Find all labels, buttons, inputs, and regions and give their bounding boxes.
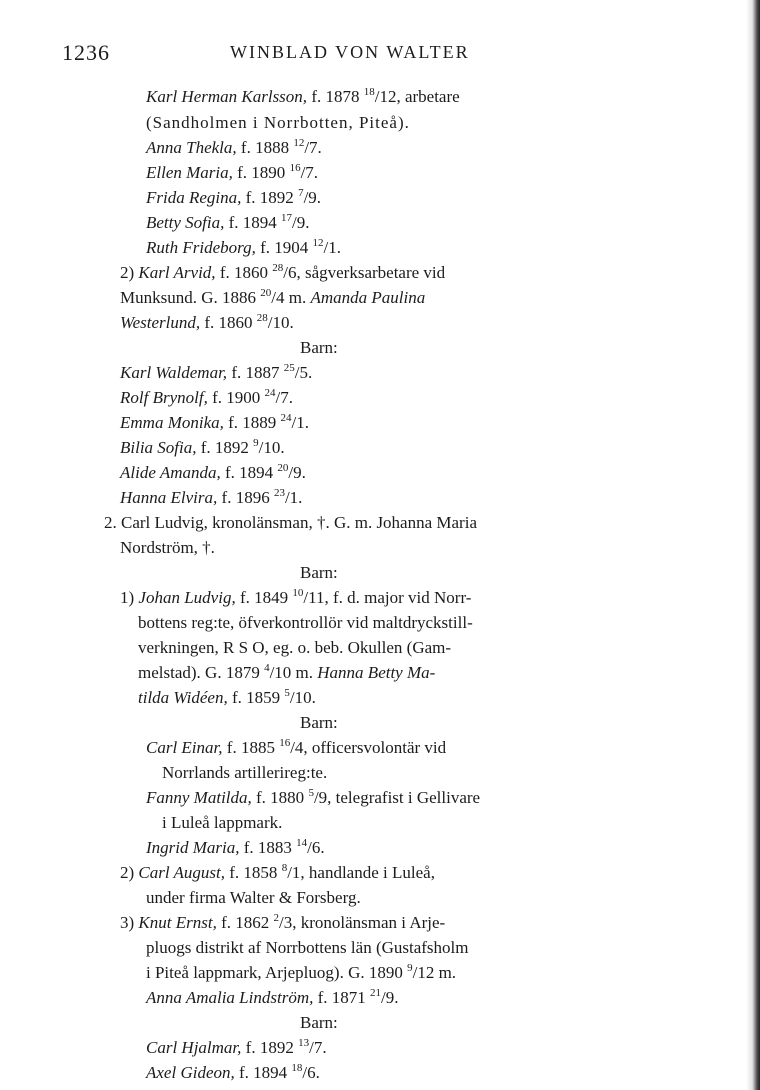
- day-superscript: 23: [273, 487, 285, 499]
- text-segment: f. 1849: [235, 588, 293, 607]
- person-name: Alide Amanda,: [120, 463, 221, 482]
- text-line: [162, 762, 327, 784]
- text-line: [146, 162, 318, 184]
- day-superscript: 16: [279, 737, 291, 749]
- day-superscript: 28: [256, 312, 268, 324]
- text-line: [300, 712, 338, 734]
- person-name: Fanny Matilda,: [146, 788, 252, 807]
- text-segment: 2. Carl Ludvig, kronolänsman, †. G. m. Johanna Maria: [104, 513, 477, 532]
- day-superscript: 24: [280, 412, 292, 424]
- text-segment: f. 1871: [313, 988, 371, 1007]
- day-superscript: 17: [281, 212, 293, 224]
- text-line: [120, 487, 302, 509]
- day-superscript: 4: [264, 662, 270, 674]
- text-segment: f. 1900: [207, 388, 265, 407]
- day-superscript: 9: [407, 962, 413, 974]
- person-name: Emma Monika,: [120, 413, 224, 432]
- page-number: 1236: [62, 40, 110, 65]
- text-segment: f. 1887: [227, 363, 284, 382]
- text-line: [300, 337, 338, 359]
- text-segment: /10 m.: [269, 663, 318, 682]
- day-superscript: 25: [283, 362, 295, 374]
- text-segment: f. 1880: [251, 788, 309, 807]
- day-superscript: 12: [293, 137, 305, 149]
- person-name: Frida Regina,: [146, 188, 242, 207]
- text-line: [120, 912, 445, 934]
- text-line: [146, 137, 322, 159]
- day-superscript: 28: [272, 262, 284, 274]
- text-line: [146, 737, 446, 759]
- day-superscript: 5: [308, 787, 314, 799]
- text-segment: /1.: [291, 413, 310, 432]
- text-segment: f. 1894: [234, 1063, 292, 1082]
- text-line: [146, 212, 310, 234]
- day-superscript: 5: [284, 687, 290, 699]
- person-name: Carl Hjalmar,: [146, 1038, 242, 1057]
- text-segment: Norrlands artillerireg:te.: [162, 763, 328, 782]
- text-segment: under firma Walter & Forsberg.: [146, 888, 361, 907]
- text-segment: f. 1878: [307, 87, 364, 106]
- text-segment: Barn:: [300, 1013, 338, 1032]
- text-line: [120, 387, 293, 409]
- text-segment: /12 m.: [412, 963, 457, 982]
- person-name: Carl Einar,: [146, 738, 223, 757]
- text-segment: 2): [120, 863, 139, 882]
- text-segment: f. 1888: [236, 138, 294, 157]
- person-name: Ingrid Maria,: [146, 838, 240, 857]
- text-line: [120, 312, 294, 334]
- text-segment: /10.: [267, 313, 294, 332]
- text-line: [146, 787, 480, 809]
- text-segment: /10.: [258, 438, 285, 457]
- text-segment: bottens reg:te, öfverkontrollör vid maltdryckstill-: [138, 613, 473, 632]
- day-superscript: 18: [363, 86, 375, 98]
- text-segment: /6.: [302, 1063, 320, 1082]
- text-line: [138, 662, 435, 684]
- person-name: Karl Waldemar,: [120, 363, 228, 382]
- text-segment: /4 m.: [271, 288, 311, 307]
- day-superscript: 18: [291, 1062, 303, 1074]
- person-name: Karl Herman Karlsson,: [146, 87, 308, 106]
- text-segment: f. 1896: [217, 488, 274, 507]
- person-name: Ruth Frideborg,: [146, 238, 256, 257]
- text-line: [146, 962, 456, 984]
- text-segment: f. 1894: [224, 213, 282, 232]
- text-segment: f. 1883: [239, 838, 297, 857]
- person-name: Anna Amalia Lindström,: [146, 988, 314, 1007]
- person-name: Amanda Paulina: [310, 288, 426, 307]
- text-line: [146, 237, 341, 259]
- person-name: Hanna Betty Ma-: [317, 663, 436, 682]
- text-segment: /7.: [304, 138, 322, 157]
- text-line: [146, 1062, 320, 1084]
- text-segment: /1, handlande i Luleå,: [287, 863, 435, 882]
- text-segment: /9.: [292, 213, 310, 232]
- text-segment: /1.: [284, 488, 303, 507]
- text-segment: /10.: [289, 688, 316, 707]
- text-line: [120, 287, 425, 309]
- day-superscript: 13: [298, 1037, 310, 1049]
- person-name: Bilia Sofia,: [120, 438, 197, 457]
- text-segment: f. 1862: [216, 913, 274, 932]
- day-superscript: 16: [289, 162, 301, 174]
- text-segment: f. 1860: [200, 313, 257, 332]
- day-superscript: 8: [281, 862, 288, 874]
- text-segment: 3): [120, 913, 139, 932]
- text-segment: f. 1904: [255, 238, 313, 257]
- person-name: Karl Arvid,: [138, 263, 216, 282]
- text-segment: melstad). G. 1879: [138, 663, 265, 682]
- text-line: [120, 587, 471, 609]
- text-line: [146, 937, 469, 959]
- day-superscript: 10: [292, 587, 304, 599]
- text-line: [146, 987, 399, 1009]
- text-line: [120, 462, 306, 484]
- person-name: Rolf Brynolf,: [120, 388, 208, 407]
- person-name: Knut Ernst,: [138, 913, 217, 932]
- text-segment: f. 1859: [227, 688, 285, 707]
- text-segment: f. 1889: [223, 413, 281, 432]
- text-segment: f. 1860: [215, 263, 273, 282]
- text-segment: /9, telegrafist i Gellivare: [313, 788, 481, 807]
- text-line: [146, 112, 410, 134]
- person-name: Anna Thekla,: [146, 138, 237, 157]
- text-line: [146, 887, 361, 909]
- text-segment: Munksund. G. 1886: [120, 288, 261, 307]
- day-superscript: 2: [273, 912, 279, 924]
- text-segment: i Luleå lappmark.: [162, 813, 283, 832]
- text-segment: /7.: [300, 163, 319, 182]
- text-line: [120, 362, 312, 384]
- day-superscript: 14: [296, 837, 308, 849]
- text-segment: /9.: [303, 188, 322, 207]
- text-line: [138, 612, 473, 634]
- text-segment: f. 1858: [225, 863, 282, 882]
- text-segment: f. 1892: [241, 1038, 299, 1057]
- text-segment: /4, officersvolontär vid: [290, 738, 447, 757]
- text-line: [120, 537, 215, 559]
- text-line: [300, 562, 338, 584]
- text-line: [120, 437, 285, 459]
- day-superscript: 12: [312, 237, 324, 249]
- person-name: Johan Ludvig,: [138, 588, 236, 607]
- text-segment: pluogs distrikt af Norrbottens län (Gustafsholm: [146, 938, 469, 957]
- text-segment: f. 1892: [241, 188, 299, 207]
- person-name: Ellen Maria,: [146, 163, 233, 182]
- day-superscript: 9: [253, 437, 259, 449]
- text-segment: /7.: [275, 388, 293, 407]
- text-line: [162, 812, 282, 834]
- person-name: Axel Gideon,: [146, 1063, 235, 1082]
- day-superscript: 21: [370, 987, 382, 999]
- text-segment: 2): [120, 263, 139, 282]
- text-segment: /9.: [288, 463, 306, 482]
- page-edge-shadow: [746, 0, 760, 1090]
- text-line: [120, 412, 309, 434]
- person-name: Betty Sofia,: [146, 213, 225, 232]
- text-line: [146, 187, 321, 209]
- text-line: [138, 687, 316, 709]
- text-segment: f. 1890: [232, 163, 290, 182]
- text-line: [104, 512, 477, 534]
- text-segment: i Piteå lappmark, Arjepluog). G. 1890: [146, 963, 408, 982]
- person-name: Carl August,: [138, 863, 226, 882]
- person-name: tilda Widéen,: [138, 688, 228, 707]
- day-superscript: 24: [264, 387, 276, 399]
- text-segment: 1): [120, 588, 139, 607]
- text-segment: /3, kronolänsman i Arje-: [279, 913, 446, 932]
- text-line: [146, 837, 325, 859]
- text-segment: f. 1892: [196, 438, 254, 457]
- text-segment: verkningen, R S O, eg. o. beb. Okullen (Gam-: [138, 638, 452, 657]
- running-head: WINBLAD VON WALTER: [230, 42, 470, 62]
- text-line: [138, 637, 451, 659]
- text-segment: Barn:: [300, 563, 338, 582]
- person-name: Hanna Elvira,: [120, 488, 218, 507]
- text-segment: /7.: [309, 1038, 327, 1057]
- text-segment: /9.: [381, 988, 399, 1007]
- text-segment: /11, f. d. major vid Norr-: [303, 588, 472, 607]
- text-line: [120, 262, 445, 284]
- text-line: [146, 86, 460, 108]
- text-segment: Nordström, †.: [120, 538, 215, 557]
- person-name: Westerlund,: [120, 313, 201, 332]
- day-superscript: 20: [260, 287, 272, 299]
- text-line: [300, 1012, 338, 1034]
- text-segment: /6.: [307, 838, 325, 857]
- text-segment: f. 1885: [222, 738, 280, 757]
- text-segment: /1.: [323, 238, 342, 257]
- text-segment: f. 1894: [220, 463, 278, 482]
- text-segment: (Sandholmen i Norrbotten, Piteå).: [146, 113, 410, 132]
- text-segment: /6, sågverksarbetare vid: [283, 263, 446, 282]
- text-line: [120, 862, 435, 884]
- text-segment: Barn:: [300, 713, 338, 732]
- text-segment: Barn:: [300, 338, 338, 357]
- day-superscript: 20: [277, 462, 289, 474]
- text-segment: /5.: [294, 363, 313, 382]
- text-line: [146, 1037, 327, 1059]
- text-segment: /12, arbetare: [374, 87, 460, 106]
- day-superscript: 7: [298, 187, 304, 199]
